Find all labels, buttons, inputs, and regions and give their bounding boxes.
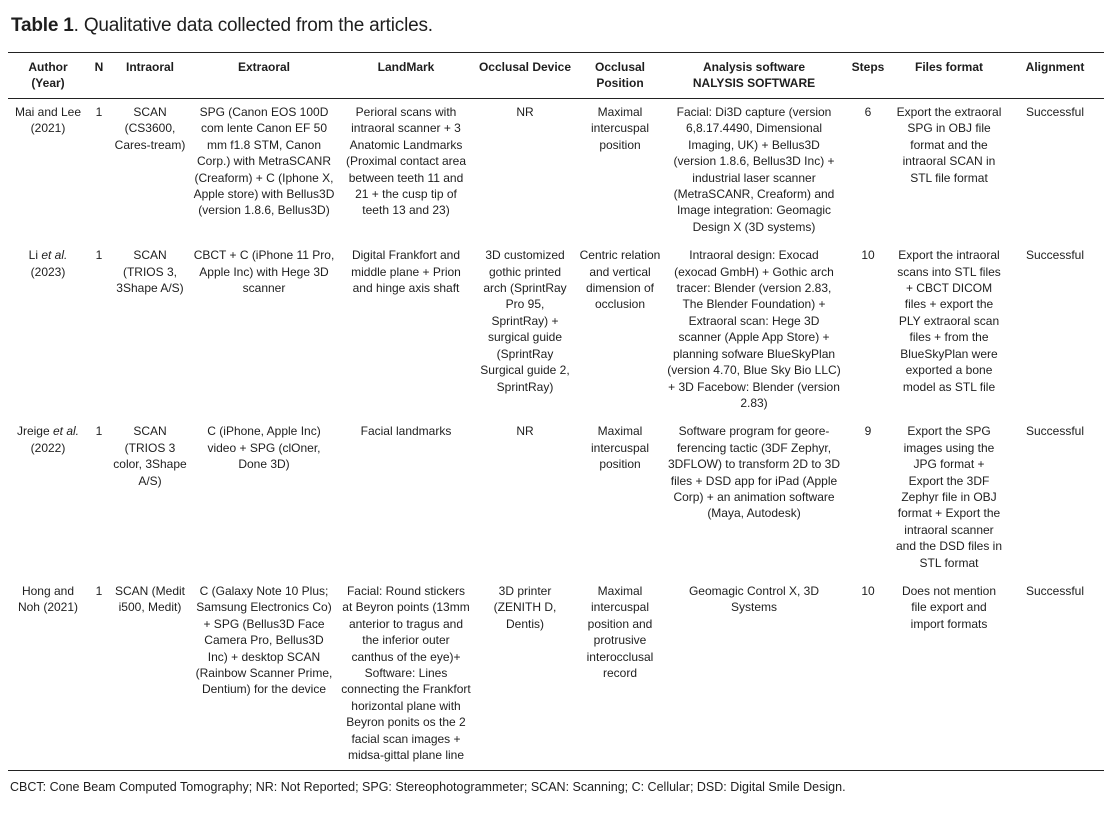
cell-analysis-software: Facial: Di3D capture (version 6,8.17.4490, Dimensional Imaging, UK) + Bellus3D (version 1.8.6, Bellus3D Inc) + industrial laser scanner (MetraSCANR, Creaform) and Image integration: Geomagic Design X (3D systems) <box>673 105 835 234</box>
header-row <box>8 53 1104 99</box>
cell-occlusal-position: Maximal intercuspal position <box>590 105 650 152</box>
cell-landmark: Perioral scans with intraoral scanner + 3 Anatomic Landmarks (Proximal contact area between teeth 11 and 21 + the cusp tip of teeth 13 and 23) <box>345 105 467 218</box>
cell-landmark: Facial landmarks <box>360 424 452 439</box>
cell-author: Mai and Lee (2021) <box>14 105 82 136</box>
cell-files-format: Export the extraoral SPG in OBJ file format and the intraoral SCAN in STL file format <box>896 105 1002 185</box>
cell-intraoral: SCAN (TRIOS 3 color, 3Shape A/S) <box>113 424 187 488</box>
table-footnote: CBCT: Cone Beam Computed Tomography; NR: Not Reported; SPG: Stereophotogrammeter; SCAN: Scanning; C: Cellular; DSD: Digital Smile Design. <box>10 780 846 795</box>
cell-occlusal-position: Maximal intercuspal position <box>590 424 650 472</box>
qualitative-data-table <box>8 52 1104 771</box>
cell-occlusal-position: Maximal intercuspal position and protrusive interocclusal record <box>586 583 654 680</box>
cell-occlusal-position: Centric relation and vertical dimension of occlusion <box>579 248 661 312</box>
table-header <box>8 53 1104 99</box>
header-steps: Steps <box>851 60 885 74</box>
cell-author <box>8 242 88 418</box>
header-author: Author (Year) <box>28 60 68 90</box>
author-etal: et al. <box>41 248 68 263</box>
author-etal: et al. <box>53 424 80 439</box>
cell-extraoral: CBCT + C (iPhone 11 Pro, Apple Inc) with Hege 3D scanner <box>193 248 335 296</box>
table-row <box>8 418 1104 578</box>
header-landmark: LandMark <box>377 60 435 74</box>
header-n: N <box>94 60 104 74</box>
table-caption <box>11 14 1107 38</box>
header-alignment: Alignment <box>1025 60 1085 74</box>
cell-intraoral: SCAN (TRIOS 3, 3Shape A/S) <box>116 248 184 296</box>
cell-alignment: Successful <box>1025 105 1085 119</box>
cell-extraoral: C (iPhone, Apple Inc) video + SPG (clOner, Done 3D) <box>207 424 321 472</box>
table-row <box>8 242 1104 418</box>
header-occlusal-position: Occlusal Position <box>594 60 646 90</box>
cell-landmark: Digital Frankfort and middle plane + Prion and hinge axis shaft <box>351 248 461 296</box>
cell-author: Hong and Noh (2021) <box>17 583 79 615</box>
cell-author <box>8 418 88 578</box>
cell-n: 1 <box>95 583 103 598</box>
caption-label: Table 1 <box>11 15 74 36</box>
cell-occlusal-device: 3D customized gothic printed arch (SprintRay Pro 95, SprintRay) + surgical guide (SprintRay Surgical guide 2, SprintRay) <box>480 248 570 394</box>
cell-occlusal-device: 3D printer (ZENITH D, Dentis) <box>493 583 557 631</box>
cell-landmark: Facial: Round stickers at Beyron points (13mm anterior to tragus and the inferior outer canthus of the eye)+ Software: Lines connecting the Frankfort horizontal plane with Beyron ponits os the 2 facial scan images + midsa-gittal plane line <box>341 583 471 763</box>
cell-n: 1 <box>95 248 103 263</box>
cell-occlusal-device: NR <box>516 424 534 439</box>
cell-steps: 10 <box>861 248 875 263</box>
cell-steps: 9 <box>864 424 872 439</box>
cell-n: 1 <box>95 424 103 439</box>
author-year: (2023) <box>30 264 66 279</box>
header-files-format: Files format <box>914 60 983 74</box>
cell-extraoral: SPG (Canon EOS 100D com lente Canon EF 50 mm f1.8 STM, Canon Corp.) with MetraSCANR (Creaform) + C (Iphone X, Apple store) with Bellus3D (version 1.8.6, Bellus3D) <box>193 105 335 218</box>
author-year: (2022) <box>30 440 66 455</box>
header-intraoral: Intraoral <box>125 60 174 74</box>
cell-files-format: Does not mention file export and import formats <box>901 583 997 631</box>
header-analysis-software: Analysis software NALYSIS SOFTWARE <box>692 60 816 90</box>
header-extraoral: Extraoral <box>237 60 291 74</box>
cell-intraoral: SCAN (Medit i500, Medit) <box>114 583 185 615</box>
cell-analysis-software: Software program for geore-ferencing tactic (3DF Zephyr, 3DFLOW) to transform 2D to 3D files + DSD app for iPad (Apple Corp) + an animation software (Maya, Autodesk) <box>667 424 841 521</box>
cell-extraoral: C (Galaxy Note 10 Plus; Samsung Electronics Co) + SPG (Bellus3D Face Camera Pro, Bellus3D Inc) + desktop SCAN (Rainbow Scanner Prime, Dentium) for the device <box>195 583 333 697</box>
cell-files-format: Export the intraoral scans into STL files + CBCT DICOM files + export the PLY extraoral scan files + from the BlueSkyPlan were exported a bone model as STL file <box>897 248 1001 394</box>
cell-analysis-software: Intraoral design: Exocad (exocad GmbH) + Gothic arch tracer: Blender (version 2.83, The Blender Foundation) + Extraoral scan: Hege 3D scanner (Apple App Store) + planning sofware BlueSkyPlan (version 4.70, Blue Sky Bio LLC) + 3D Facebow: Blender (version 2.83) <box>667 248 841 410</box>
table-row <box>8 99 1104 243</box>
cell-analysis-software: Geomagic Control X, 3D Systems <box>688 583 820 615</box>
cell-files-format: Export the SPG images using the JPG format + Export the 3DF Zephyr file in OBJ format + Export the intraoral scanner and the DSD files in STL format <box>895 424 1003 570</box>
cell-alignment: Successful <box>1025 248 1085 263</box>
author-name: Li <box>28 248 38 263</box>
table-body <box>8 99 1104 771</box>
cell-alignment: Successful <box>1025 583 1085 598</box>
table-row <box>8 578 1104 771</box>
caption-text: . Qualitative data collected from the articles. <box>73 15 433 36</box>
cell-n: 1 <box>95 105 103 119</box>
cell-intraoral: SCAN (CS3600, Cares-tream) <box>114 105 186 152</box>
cell-steps: 6 <box>864 105 872 119</box>
cell-alignment: Successful <box>1025 424 1085 439</box>
header-occlusal-device: Occlusal Device <box>478 60 572 74</box>
author-name: Jreige <box>16 424 50 439</box>
cell-occlusal-device: NR <box>516 105 534 119</box>
cell-steps: 10 <box>861 583 875 598</box>
